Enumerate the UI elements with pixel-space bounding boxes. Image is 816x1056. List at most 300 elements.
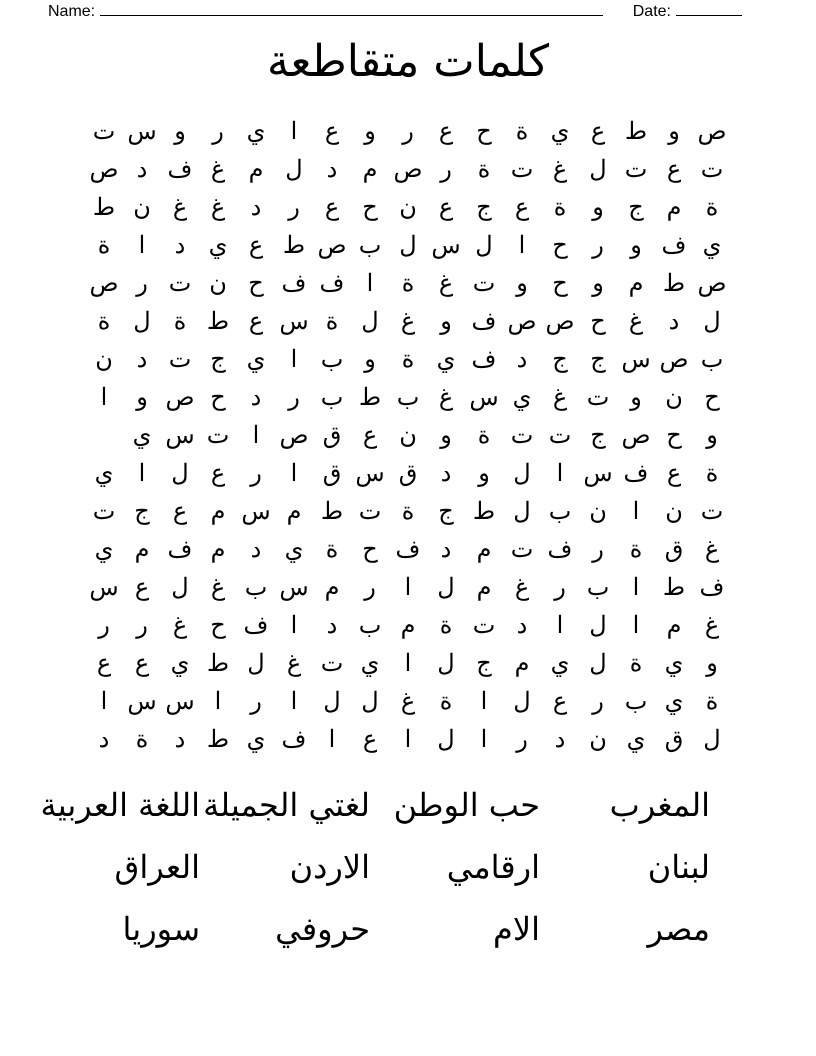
grid-letter[interactable]: ت	[92, 497, 116, 525]
grid-letter[interactable]: ت	[168, 345, 192, 373]
grid-letter[interactable]: ل	[589, 649, 607, 677]
grid-letter[interactable]: ف	[281, 269, 307, 297]
grid-letter[interactable]: و	[630, 383, 642, 411]
grid-letter[interactable]: ص	[89, 155, 119, 183]
grid-letter[interactable]: ا	[138, 459, 146, 487]
grid-letter[interactable]: ق	[322, 421, 342, 449]
grid-letter[interactable]: س	[469, 383, 499, 411]
grid-letter[interactable]: ص	[659, 345, 689, 373]
grid-letter[interactable]: ة	[705, 193, 719, 221]
grid-letter[interactable]: ب	[320, 383, 344, 411]
grid-letter[interactable]: ف	[395, 535, 421, 563]
grid-letter[interactable]: و	[516, 269, 528, 297]
grid-letter[interactable]: ط	[206, 649, 230, 677]
grid-letter[interactable]: ن	[399, 421, 417, 449]
grid-letter[interactable]: ص	[279, 421, 309, 449]
grid-letter[interactable]: ق	[664, 535, 684, 563]
grid-letter[interactable]: ج	[210, 345, 226, 373]
grid-letter[interactable]: د	[326, 611, 338, 639]
grid-letter[interactable]: م	[514, 649, 530, 677]
grid-letter[interactable]: غ	[400, 307, 416, 335]
grid-letter[interactable]: غ	[210, 193, 226, 221]
grid-letter[interactable]: ة	[705, 687, 719, 715]
grid-letter[interactable]: س	[127, 687, 157, 715]
grid-letter[interactable]: ج	[590, 345, 606, 373]
grid-letter[interactable]: غ	[438, 269, 454, 297]
grid-letter[interactable]: م	[286, 497, 302, 525]
grid-letter[interactable]: ح	[704, 383, 720, 411]
grid-letter[interactable]: غ	[438, 383, 454, 411]
grid-letter[interactable]: ة	[135, 725, 149, 753]
grid-letter[interactable]: س	[165, 687, 195, 715]
grid-letter[interactable]: ط	[320, 497, 344, 525]
grid-letter[interactable]: ج	[552, 345, 568, 373]
grid-letter[interactable]: ن	[665, 497, 683, 525]
grid-letter[interactable]: ص	[697, 117, 727, 145]
grid-letter[interactable]: غ	[400, 687, 416, 715]
grid-letter[interactable]: ع	[248, 307, 264, 335]
grid-letter[interactable]: ل	[171, 459, 189, 487]
grid-letter[interactable]: ع	[362, 725, 378, 753]
grid-letter[interactable]: ر	[288, 193, 300, 221]
grid-letter[interactable]: ص	[507, 307, 537, 335]
grid-letter[interactable]: م	[134, 535, 150, 563]
grid-letter[interactable]: و	[630, 231, 642, 259]
grid-letter[interactable]: ت	[548, 421, 572, 449]
grid-letter[interactable]: ر	[592, 687, 604, 715]
grid-letter[interactable]: د	[174, 231, 186, 259]
grid-letter[interactable]: ب	[548, 497, 572, 525]
grid-letter[interactable]: ر	[364, 573, 376, 601]
grid-letter[interactable]: ة	[477, 155, 491, 183]
grid-letter[interactable]: ف	[167, 155, 193, 183]
grid-letter[interactable]: ا	[632, 611, 640, 639]
grid-letter[interactable]: ا	[632, 497, 640, 525]
grid-letter[interactable]: ة	[553, 193, 567, 221]
grid-letter[interactable]: ع	[248, 231, 264, 259]
grid-letter[interactable]: ع	[324, 117, 340, 145]
grid-letter[interactable]: د	[516, 611, 528, 639]
grid-letter[interactable]: ب	[700, 345, 724, 373]
grid-letter[interactable]: ح	[476, 117, 492, 145]
grid-letter[interactable]: ف	[661, 231, 687, 259]
grid-letter[interactable]: ي	[246, 725, 266, 753]
grid-letter[interactable]: ت	[700, 497, 724, 525]
grid-letter[interactable]: ل	[513, 459, 531, 487]
grid-letter[interactable]: ع	[438, 193, 454, 221]
grid-letter[interactable]: ب	[358, 611, 382, 639]
grid-letter[interactable]: ل	[247, 649, 265, 677]
grid-letter[interactable]: د	[668, 307, 680, 335]
grid-letter[interactable]: ل	[133, 307, 151, 335]
grid-letter[interactable]: ة	[401, 345, 415, 373]
grid-letter[interactable]: ي	[664, 687, 684, 715]
grid-letter[interactable]: ف	[319, 269, 345, 297]
grid-letter[interactable]: غ	[210, 155, 226, 183]
grid-letter[interactable]: ص	[697, 269, 727, 297]
grid-letter[interactable]: م	[476, 535, 492, 563]
grid-letter[interactable]: م	[210, 497, 226, 525]
grid-letter[interactable]: و	[592, 269, 604, 297]
grid-letter[interactable]: ع	[514, 193, 530, 221]
grid-letter[interactable]: ب	[320, 345, 344, 373]
grid-letter[interactable]: ا	[100, 687, 108, 715]
grid-letter[interactable]: د	[554, 725, 566, 753]
grid-letter[interactable]: ة	[515, 117, 529, 145]
grid-letter[interactable]: ص	[165, 383, 195, 411]
grid-letter[interactable]: ص	[89, 269, 119, 297]
grid-letter[interactable]: ن	[665, 383, 683, 411]
grid-letter[interactable]: ف	[281, 725, 307, 753]
grid-letter[interactable]: د	[516, 345, 528, 373]
grid-letter[interactable]: ب	[358, 231, 382, 259]
grid-letter[interactable]: ن	[209, 269, 227, 297]
grid-letter[interactable]: ي	[626, 725, 646, 753]
grid-letter[interactable]: ر	[402, 117, 414, 145]
grid-letter[interactable]: ا	[100, 383, 108, 411]
grid-letter[interactable]: ي	[550, 117, 570, 145]
grid-letter[interactable]: غ	[704, 611, 720, 639]
grid-letter[interactable]: ا	[556, 459, 564, 487]
grid-letter[interactable]: ا	[290, 687, 298, 715]
grid-letter[interactable]: ل	[513, 687, 531, 715]
grid-letter[interactable]: د	[326, 155, 338, 183]
grid-letter[interactable]: ل	[437, 649, 455, 677]
grid-letter[interactable]: ي	[246, 117, 266, 145]
grid-letter[interactable]: ع	[324, 193, 340, 221]
grid-row	[85, 112, 731, 150]
grid-letter[interactable]: ة	[439, 611, 453, 639]
grid-letter[interactable]: ة	[97, 307, 111, 335]
grid-letter[interactable]: ت	[472, 269, 496, 297]
grid-letter[interactable]: ة	[401, 497, 415, 525]
grid-row	[85, 530, 731, 568]
grid-letter[interactable]: ط	[206, 307, 230, 335]
grid-letter[interactable]: ل	[437, 573, 455, 601]
grid-letter[interactable]: ة	[477, 421, 491, 449]
grid-letter[interactable]: ر	[592, 535, 604, 563]
grid-letter[interactable]: م	[248, 155, 264, 183]
grid-letter[interactable]: ة	[629, 649, 643, 677]
grid-letter[interactable]: ا	[290, 117, 298, 145]
grid-letter[interactable]: ي	[94, 535, 114, 563]
grid-letter[interactable]: ع	[210, 459, 226, 487]
grid-letter[interactable]: ن	[95, 345, 113, 373]
grid-letter[interactable]: د	[136, 345, 148, 373]
grid-letter[interactable]: ج	[590, 421, 606, 449]
grid-letter[interactable]: د	[440, 459, 452, 487]
grid-letter[interactable]: ا	[404, 649, 412, 677]
grid-letter[interactable]: ع	[96, 649, 112, 677]
grid-letter[interactable]: م	[400, 611, 416, 639]
grid-letter[interactable]: ب	[244, 573, 268, 601]
grid-letter[interactable]: ت	[624, 155, 648, 183]
grid-letter[interactable]: ب	[624, 687, 648, 715]
grid-letter[interactable]: ي	[436, 345, 456, 373]
grid-letter[interactable]: ح	[248, 269, 264, 297]
grid-letter[interactable]: ح	[552, 231, 568, 259]
grid-letter[interactable]: ر	[440, 155, 452, 183]
grid-letter[interactable]: ع	[134, 573, 150, 601]
grid-letter[interactable]: و	[706, 421, 718, 449]
grid-letter[interactable]: غ	[210, 573, 226, 601]
date-label: Date:	[632, 3, 671, 20]
grid-letter[interactable]: ة	[629, 535, 643, 563]
grid-letter[interactable]: ع	[172, 497, 188, 525]
grid-letter[interactable]: ص	[393, 155, 423, 183]
grid-letter[interactable]: ب	[396, 383, 420, 411]
grid-letter[interactable]: ف	[243, 611, 269, 639]
grid-letter[interactable]: ت	[206, 421, 230, 449]
grid-letter[interactable]: ل	[171, 573, 189, 601]
grid-letter[interactable]: ر	[516, 725, 528, 753]
grid-letter[interactable]: م	[666, 193, 682, 221]
grid-letter[interactable]: ة	[705, 459, 719, 487]
grid-letter[interactable]: ا	[290, 611, 298, 639]
grid-letter[interactable]: ا	[252, 421, 260, 449]
grid-letter[interactable]: ط	[662, 269, 686, 297]
grid-letter[interactable]: ن	[399, 193, 417, 221]
grid-letter[interactable]: ل	[703, 307, 721, 335]
grid-letter[interactable]: ر	[250, 459, 262, 487]
grid-letter[interactable]: ط	[624, 117, 648, 145]
grid-letter[interactable]: ط	[358, 383, 382, 411]
word-search-grid	[85, 112, 731, 758]
grid-letter[interactable]: ح	[362, 193, 378, 221]
grid-letter[interactable]: س	[355, 459, 385, 487]
grid-letter[interactable]: ط	[472, 497, 496, 525]
grid-letter[interactable]: ح	[210, 611, 226, 639]
grid-letter[interactable]: م	[666, 611, 682, 639]
grid-letter[interactable]: ن	[589, 497, 607, 525]
grid-letter[interactable]: ل	[513, 497, 531, 525]
grid-letter[interactable]: ت	[700, 155, 724, 183]
grid-letter[interactable]: ق	[664, 725, 684, 753]
grid-letter[interactable]: د	[440, 535, 452, 563]
grid-letter[interactable]: د	[174, 725, 186, 753]
grid-letter[interactable]: ي	[246, 345, 266, 373]
grid-letter[interactable]: ط	[662, 573, 686, 601]
grid-letter[interactable]: ح	[666, 421, 682, 449]
grid-letter[interactable]: ت	[586, 383, 610, 411]
grid-letter[interactable]: ت	[168, 269, 192, 297]
grid-letter[interactable]: ا	[632, 573, 640, 601]
grid-letter[interactable]: ي	[512, 383, 532, 411]
word-list-item: لبنان	[647, 848, 710, 886]
grid-letter[interactable]: د	[136, 155, 148, 183]
grid-letter[interactable]: م	[324, 573, 340, 601]
grid-letter[interactable]: ج	[476, 193, 492, 221]
grid-letter[interactable]: ت	[472, 611, 496, 639]
grid-letter[interactable]: م	[628, 269, 644, 297]
grid-letter[interactable]: ر	[98, 611, 110, 639]
grid-letter[interactable]: ج	[628, 193, 644, 221]
grid-letter[interactable]: ل	[285, 155, 303, 183]
grid-letter[interactable]: ت	[510, 421, 534, 449]
grid-letter[interactable]: و	[174, 117, 186, 145]
grid-letter[interactable]: م	[210, 535, 226, 563]
grid-letter[interactable]: غ	[286, 649, 302, 677]
grid-letter[interactable]: ة	[325, 307, 339, 335]
grid-letter[interactable]: ي	[360, 649, 380, 677]
grid-letter[interactable]: د	[250, 535, 262, 563]
grid-letter[interactable]: و	[136, 383, 148, 411]
grid-letter[interactable]: غ	[704, 535, 720, 563]
grid-letter[interactable]: ا	[214, 687, 222, 715]
grid-letter[interactable]: ل	[437, 725, 455, 753]
grid-letter[interactable]: ر	[592, 231, 604, 259]
grid-letter[interactable]: ي	[550, 649, 570, 677]
grid-letter[interactable]: ل	[361, 687, 379, 715]
grid-letter[interactable]: ت	[320, 649, 344, 677]
grid-letter[interactable]: د	[250, 383, 262, 411]
grid-letter[interactable]: غ	[514, 573, 530, 601]
grid-letter[interactable]: ع	[666, 155, 682, 183]
grid-letter[interactable]: س	[621, 345, 651, 373]
word-list-item: العراق	[114, 848, 200, 886]
grid-letter[interactable]: د	[250, 193, 262, 221]
grid-letter[interactable]: ي	[284, 535, 304, 563]
grid-letter[interactable]: ر	[288, 383, 300, 411]
grid-letter[interactable]: ا	[480, 725, 488, 753]
grid-letter[interactable]: ر	[250, 687, 262, 715]
grid-letter[interactable]: و	[668, 117, 680, 145]
grid-letter[interactable]: ا	[556, 611, 564, 639]
grid-letter[interactable]: ج	[438, 497, 454, 525]
word-list-item: المغرب	[609, 786, 710, 824]
grid-letter[interactable]: ر	[554, 573, 566, 601]
grid-letter[interactable]: ن	[589, 725, 607, 753]
grid-letter[interactable]: ت	[92, 117, 116, 145]
grid-letter[interactable]: و	[592, 193, 604, 221]
grid-letter[interactable]: ل	[589, 155, 607, 183]
grid-letter[interactable]: ق	[398, 459, 418, 487]
grid-letter[interactable]: ا	[138, 231, 146, 259]
grid-letter[interactable]: ا	[518, 231, 526, 259]
grid-letter[interactable]: غ	[552, 383, 568, 411]
grid-letter[interactable]: ي	[208, 231, 228, 259]
grid-letter[interactable]: ف	[471, 345, 497, 373]
grid-letter[interactable]: ف	[471, 307, 497, 335]
grid-letter[interactable]: س	[127, 117, 157, 145]
grid-letter[interactable]: ج	[476, 649, 492, 677]
grid-letter[interactable]: س	[165, 421, 195, 449]
grid-letter[interactable]: و	[364, 345, 376, 373]
grid-letter[interactable]: ن	[133, 193, 151, 221]
grid-letter[interactable]: ا	[366, 269, 374, 297]
grid-letter[interactable]: ف	[167, 535, 193, 563]
grid-letter[interactable]: ع	[438, 117, 454, 145]
grid-letter[interactable]: د	[98, 725, 110, 753]
grid-letter[interactable]: ج	[134, 497, 150, 525]
grid-letter[interactable]: ة	[97, 231, 111, 259]
grid-letter[interactable]: ر	[136, 611, 148, 639]
grid-letter[interactable]: ا	[480, 687, 488, 715]
grid-letter[interactable]: ص	[317, 231, 347, 259]
grid-letter[interactable]: ع	[590, 117, 606, 145]
grid-letter[interactable]: س	[279, 307, 309, 335]
grid-letter[interactable]: س	[89, 573, 119, 601]
grid-letter[interactable]: ل	[323, 687, 341, 715]
grid-letter[interactable]: م	[362, 155, 378, 183]
date-field[interactable]	[633, 0, 742, 21]
grid-letter[interactable]: ع	[666, 459, 682, 487]
grid-letter[interactable]: ل	[475, 231, 493, 259]
grid-letter[interactable]: ت	[510, 155, 534, 183]
grid-letter[interactable]: ط	[92, 193, 116, 221]
grid-letter[interactable]: ح	[362, 535, 378, 563]
grid-letter[interactable]: ف	[623, 459, 649, 487]
name-field[interactable]	[48, 0, 603, 21]
grid-letter[interactable]: ا	[328, 725, 336, 753]
grid-letter[interactable]: ص	[545, 307, 575, 335]
grid-letter[interactable]: ي	[94, 459, 114, 487]
grid-letter[interactable]: ق	[322, 459, 342, 487]
grid-letter[interactable]: ة	[325, 535, 339, 563]
grid-letter[interactable]: س	[583, 459, 613, 487]
grid-letter[interactable]: غ	[552, 155, 568, 183]
grid-letter[interactable]: ت	[358, 497, 382, 525]
grid-letter[interactable]: ت	[510, 535, 534, 563]
grid-letter[interactable]: و	[440, 307, 452, 335]
grid-letter[interactable]: ف	[699, 573, 725, 601]
grid-letter[interactable]: ة	[439, 687, 453, 715]
grid-letter[interactable]: و	[478, 459, 490, 487]
grid-row	[85, 378, 731, 416]
grid-letter[interactable]: ط	[282, 231, 306, 259]
grid-letter[interactable]: ر	[136, 269, 148, 297]
grid-letter[interactable]: و	[364, 117, 376, 145]
grid-letter[interactable]: س	[241, 497, 271, 525]
grid-letter[interactable]: س	[431, 231, 461, 259]
grid-letter[interactable]: غ	[628, 307, 644, 335]
grid-letter[interactable]: ع	[362, 421, 378, 449]
grid-letter[interactable]: ب	[586, 573, 610, 601]
grid-letter[interactable]: ل	[703, 725, 721, 753]
grid-letter[interactable]: ل	[589, 611, 607, 639]
grid-letter[interactable]: ل	[361, 307, 379, 335]
grid-letter[interactable]: ع	[134, 649, 150, 677]
grid-letter[interactable]: و	[440, 421, 452, 449]
grid-letter[interactable]: م	[476, 573, 492, 601]
grid-letter[interactable]: ا	[290, 459, 298, 487]
name-blank-line[interactable]	[100, 0, 603, 16]
grid-letter[interactable]: ص	[621, 421, 651, 449]
grid-letter[interactable]: ي	[132, 421, 152, 449]
date-blank-line[interactable]	[676, 0, 742, 16]
grid-letter[interactable]: ع	[552, 687, 568, 715]
grid-letter[interactable]: غ	[172, 611, 188, 639]
grid-letter[interactable]: غ	[172, 193, 188, 221]
grid-letter[interactable]: ة	[173, 307, 187, 335]
grid-letter[interactable]: ف	[547, 535, 573, 563]
grid-letter[interactable]: ل	[399, 231, 417, 259]
grid-letter[interactable]: ا	[404, 573, 412, 601]
grid-letter[interactable]: ا	[290, 345, 298, 373]
grid-letter[interactable]: ا	[404, 725, 412, 753]
grid-letter[interactable]: ي	[702, 231, 722, 259]
grid-letter[interactable]: و	[706, 649, 718, 677]
grid-letter[interactable]: ح	[590, 307, 606, 335]
grid-letter[interactable]: ي	[664, 649, 684, 677]
grid-letter[interactable]: ط	[206, 725, 230, 753]
grid-letter[interactable]: ي	[170, 649, 190, 677]
grid-letter[interactable]: ر	[212, 117, 224, 145]
grid-letter[interactable]: ح	[210, 383, 226, 411]
grid-letter[interactable]: ح	[552, 269, 568, 297]
grid-letter[interactable]: س	[279, 573, 309, 601]
grid-letter[interactable]: ة	[401, 269, 415, 297]
